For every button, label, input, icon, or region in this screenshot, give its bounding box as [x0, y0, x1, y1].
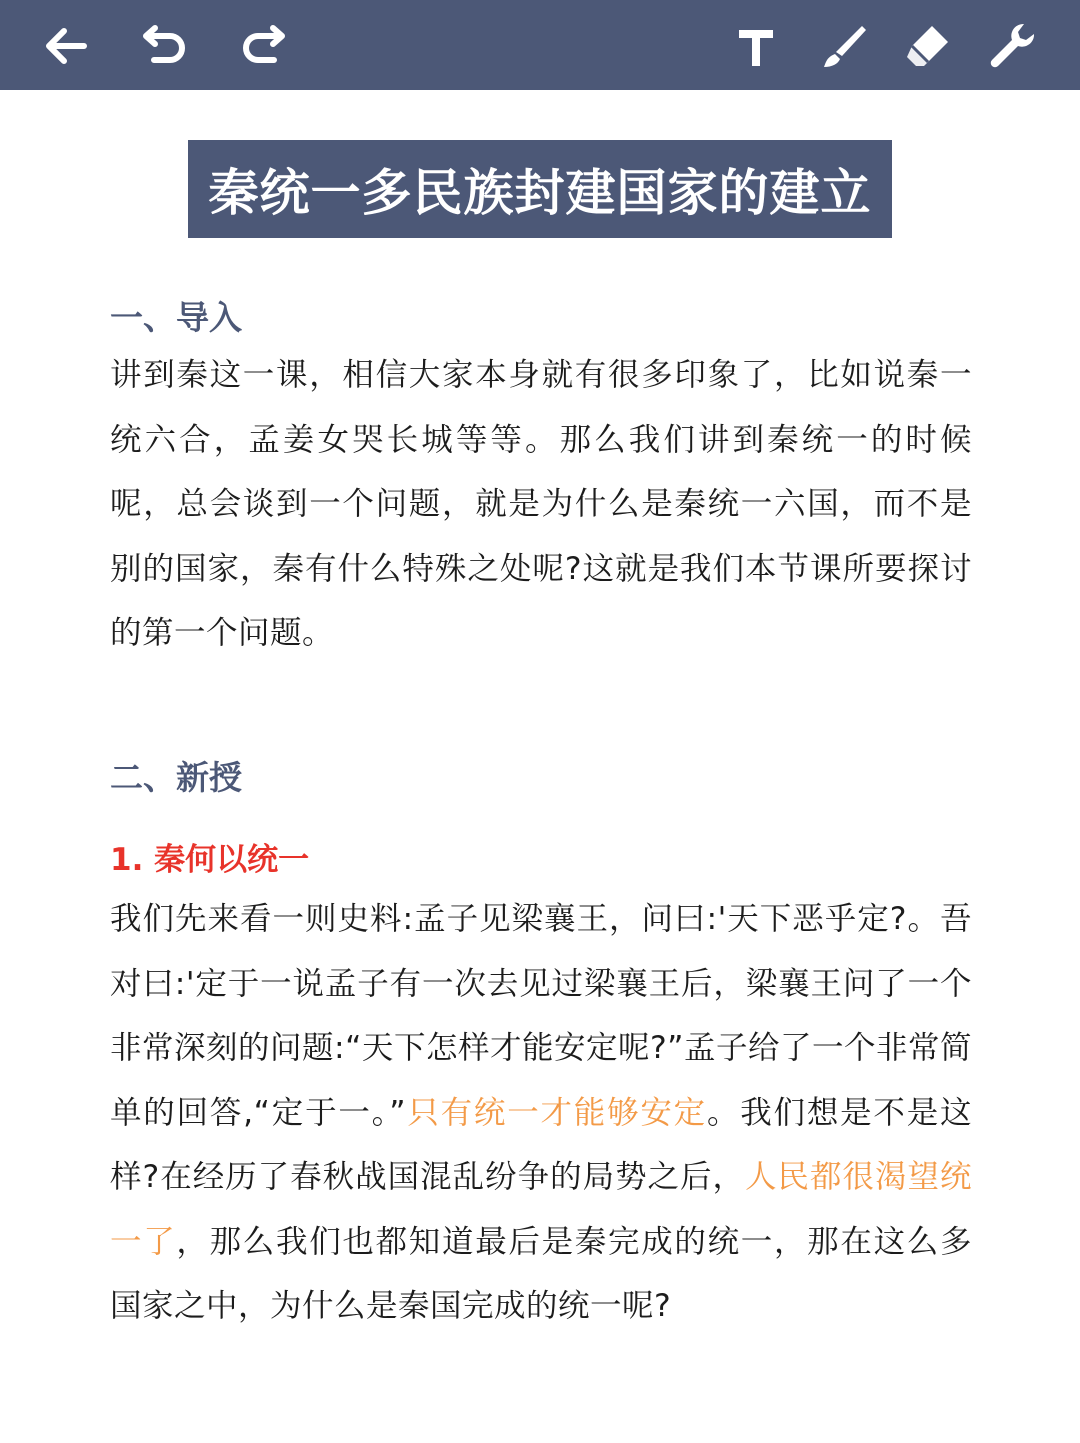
wrench-icon[interactable]: [984, 20, 1036, 72]
text-tool-icon[interactable]: [730, 20, 782, 72]
title-banner: [188, 140, 892, 238]
brush-icon[interactable]: [818, 20, 870, 72]
paragraph-text: ，那么我们也都知道最后是秦完成的统一，那在这么多国家之中，为什么是秦国完成的统一呢?: [110, 1223, 972, 1324]
paragraph-text: 。我们想是不是这样?在经历了春秋战国混乱纷争的局势之后，: [110, 1094, 972, 1195]
undo-icon[interactable]: [140, 20, 192, 72]
lesson-paragraph: [110, 887, 972, 1339]
subsection-heading: 1. 秦何以统一: [110, 842, 310, 878]
highlight-text: 只有统一才能够安定: [406, 1094, 707, 1131]
redo-icon[interactable]: [236, 20, 288, 72]
section-heading-intro: 一、导入: [110, 298, 242, 337]
eraser-icon[interactable]: [902, 20, 954, 72]
section-heading-new-lesson: 二、新授: [110, 758, 242, 797]
page-title: 秦统一多民族封建国家的建立: [208, 163, 872, 222]
intro-paragraph: 讲到秦这一课，相信大家本身就有很多印象了，比如说秦一统六合，孟姜女哭长城等等。那么我们讲到秦统一的时候呢，总会谈到一个问题，就是为什么是秦统一六国，而不是别的国家，秦有什么特殊之处呢?这就是我们本节课所要探讨的第一个问题。: [110, 357, 972, 651]
top-toolbar: [0, 0, 1080, 90]
back-arrow-icon[interactable]: [40, 20, 92, 72]
highlight-text: 人民都很渴望统一了: [110, 1159, 972, 1260]
paragraph-text: 我们先来看一则史料:孟子见梁襄王，问曰:'天下恶乎定?。吾对曰:'定于一说孟子有一次去见过梁襄王后，梁襄王问了一个非常深刻的问题:“天下怎样才能安定呢?”孟子给了一个非常简单的回答,“定于一。”: [110, 901, 972, 1131]
